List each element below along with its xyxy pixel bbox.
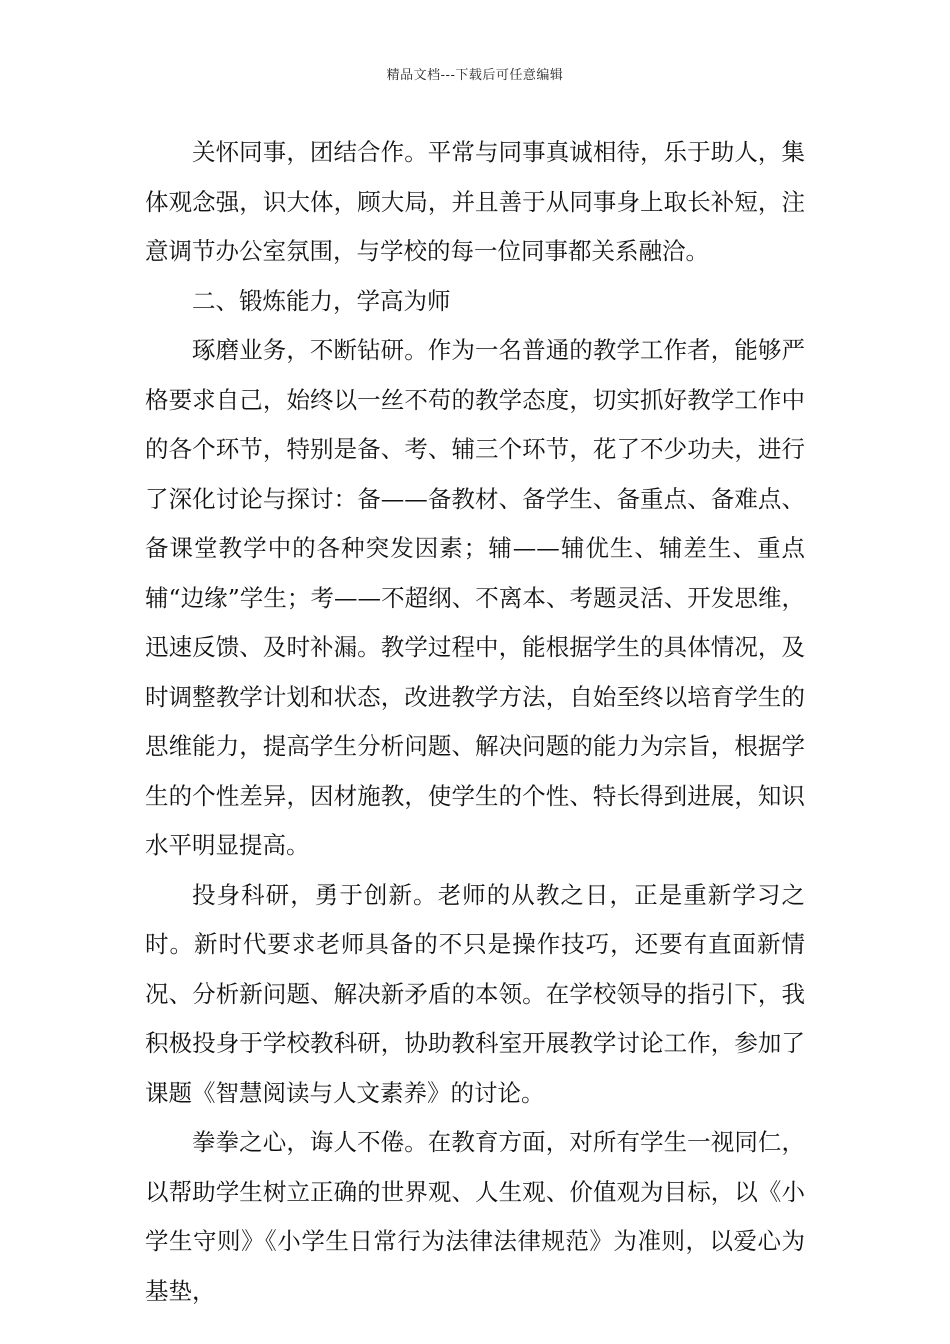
section-heading: 二、锻炼能力，学高为师	[192, 286, 451, 315]
page-header: 精品文档---下载后可任意编辑	[386, 68, 564, 83]
paragraph-teaching: 琢磨业务，不断钻研。作为一名普通的教学工作者，能够严格要求自己，始终以一丝不苟的教学态度，切实抓好教学工作中的各个环节，特别是备、考、辅三个环节，花了不少功夫，进行了深化讨论与探讨：备——备教材、备学生、备重点、备难点、备课堂教学中的各种突发因素；辅——辅优生、辅差生、重点辅“边缘”学生；考——不超纲、不离本、考题灵活、开发思维，迅速反馈、及时补漏。教学过程中，能根据学生的具体情况，及时调整教学计划和状态，改进教学方法，自始至终以培育学生的思维能力，提高学生分析问题、解决问题的能力为宗旨，根据学生的个性差异，因材施教，使学生的个性、特长得到进展，知识水平明显提高。	[145, 336, 805, 859]
document-body	[145, 128, 805, 1316]
paragraph-research: 投身科研，勇于创新。老师的从教之日，正是重新学习之时。新时代要求老师具备的不只是操作技巧，还要有直面新情况、分析新问题、解决新矛盾的本领。在学校领导的指引下，我积极投身于学校教科研，协助教科室开展教学讨论工作，参加了课题《智慧阅读与人文素养》的讨论。	[145, 880, 805, 1107]
paragraph-education: 拳拳之心，诲人不倦。在教育方面，对所有学生一视同仁，以帮助学生树立正确的世界观、人生观、价值观为目标，以《小学生守则》《小学生日常行为法律法律规范》为准则，以爱心为基垫，	[145, 1128, 805, 1305]
paragraph-colleagues: 关怀同事，团结合作。平常与同事真诚相待，乐于助人，集体观念强，识大体，顾大局，并且善于从同事身上取长补短，注意调节办公室氛围，与学校的每一位同事都关系融洽。	[145, 138, 805, 265]
